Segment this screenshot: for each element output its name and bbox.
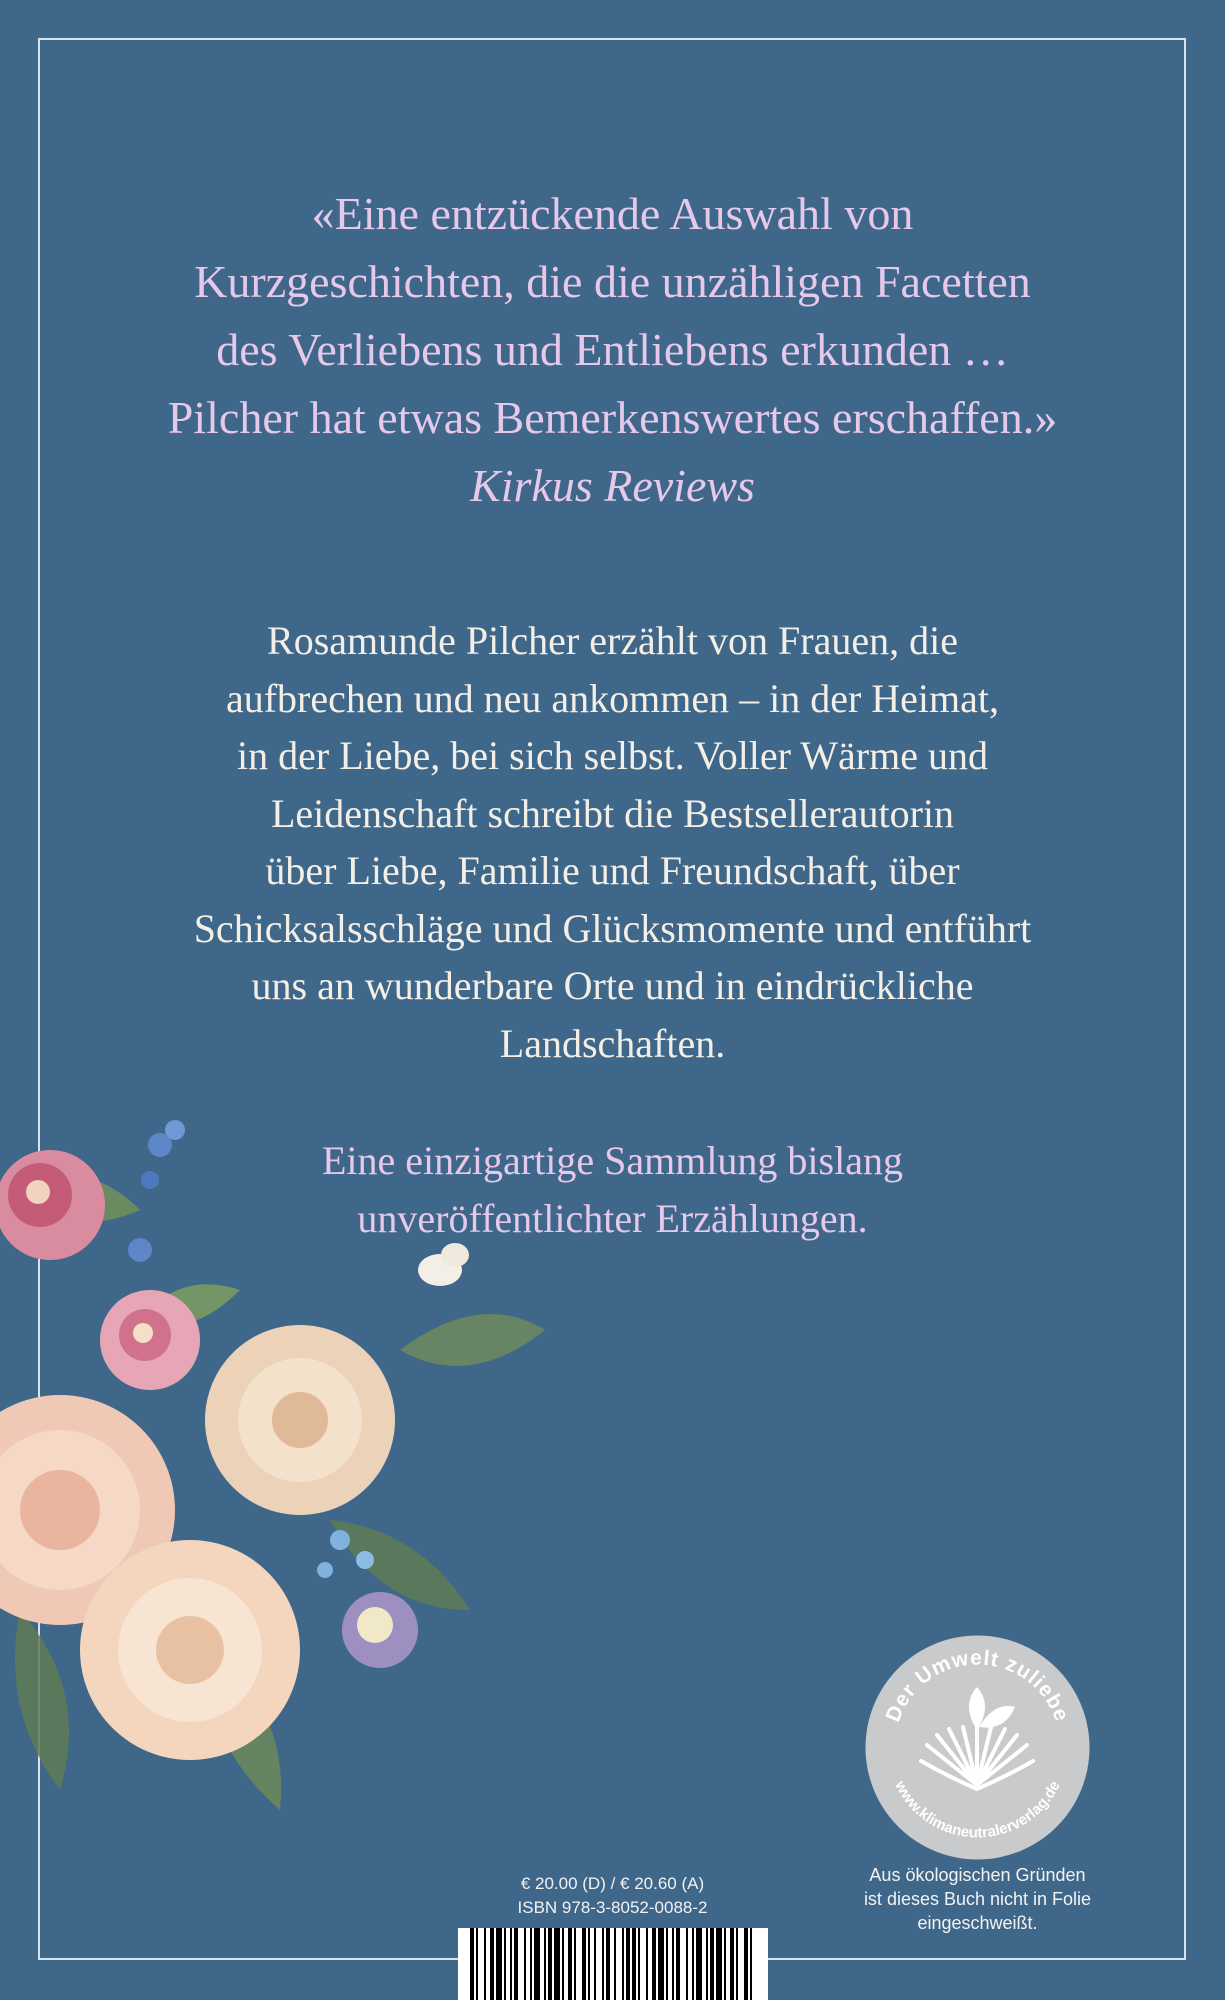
- seal-bottom-text: www.klimaneutralerverlag.de: [891, 1778, 1064, 1842]
- barcode-bar: [514, 1928, 518, 2000]
- barcode-bar: [716, 1928, 722, 2000]
- barcode: [458, 1928, 768, 2000]
- quote-line: «Eine entzückende Auswahl von: [311, 188, 914, 239]
- barcode-bar: [554, 1928, 560, 2000]
- barcode-bar: [496, 1928, 502, 2000]
- barcode-bar: [476, 1928, 478, 2000]
- eco-seal-badge: [865, 1635, 1090, 1860]
- barcode-bar: [638, 1928, 640, 2000]
- price-info: [470, 1872, 755, 1920]
- barcode-bar: [490, 1928, 494, 2000]
- barcode-bar: [574, 1928, 576, 2000]
- book-description: [80, 612, 1145, 1072]
- barcode-bar: [510, 1928, 512, 2000]
- quote-line: des Verliebens und Entliebens erkunden …: [216, 324, 1009, 375]
- barcode-bar: [582, 1928, 586, 2000]
- barcode-bar: [534, 1928, 540, 2000]
- butterfly-icon: [418, 1243, 469, 1286]
- barcode-bar: [470, 1928, 474, 2000]
- barcode-bar: [750, 1928, 752, 2000]
- barcode-bar: [652, 1928, 656, 2000]
- price-text: € 20.00 (D) / € 20.60 (A): [520, 1874, 705, 1893]
- barcode-bar: [710, 1928, 714, 2000]
- barcode-bar: [646, 1928, 648, 2000]
- eco-note-line: eingeschweißt.: [917, 1913, 1038, 1933]
- barcode-bar: [744, 1928, 748, 2000]
- tagline-line: unveröffentlichter Erzählungen.: [357, 1195, 868, 1241]
- eco-note-line: Aus ökologischen Gründen: [869, 1865, 1086, 1885]
- purple-flower-icon: [342, 1592, 418, 1668]
- barcode-bar: [622, 1928, 624, 2000]
- pink-flower-icon: [0, 1150, 200, 1390]
- barcode-bar: [706, 1928, 708, 2000]
- barcode-bar: [724, 1928, 726, 2000]
- barcode-bar: [588, 1928, 590, 2000]
- barcode-bar: [530, 1928, 532, 2000]
- barcode-bar: [676, 1928, 680, 2000]
- description-line: Landschaften.: [499, 1020, 726, 1066]
- quote-line: Pilcher hat etwas Bemerkenswertes erschaffen.»: [167, 392, 1058, 443]
- barcode-bar: [730, 1928, 734, 2000]
- barcode-bar: [696, 1928, 702, 2000]
- barcode-bar: [686, 1928, 688, 2000]
- quote-source: Kirkus Reviews: [470, 460, 755, 511]
- description-line: Leidenschaft schreibt die Bestsellerautorin: [270, 790, 955, 836]
- barcode-bar: [484, 1928, 486, 2000]
- barcode-bar: [626, 1928, 630, 2000]
- barcode-bar: [602, 1928, 604, 2000]
- seal-top-text: Der Umwelt zuliebe: [881, 1646, 1074, 1726]
- barcode-bar: [658, 1928, 664, 2000]
- barcode-bar: [672, 1928, 674, 2000]
- barcode-bar: [606, 1928, 610, 2000]
- description-line: Schicksalsschläge und Glücksmomente und entführt: [193, 905, 1032, 951]
- barcode-bar: [504, 1928, 506, 2000]
- barcode-bar: [562, 1928, 564, 2000]
- barcode-bar: [568, 1928, 572, 2000]
- description-line: über Liebe, Familie und Freundschaft, über: [265, 848, 960, 893]
- barcode-bar: [614, 1928, 616, 2000]
- isbn-text: ISBN 978-3-8052-0088-2: [517, 1898, 708, 1917]
- flower-bouquet-illustration: [0, 1090, 560, 1850]
- eco-note: [840, 1863, 1115, 1935]
- barcode-bar: [666, 1928, 668, 2000]
- barcode-bar: [594, 1928, 596, 2000]
- description-line: in der Liebe, bei sich selbst. Voller Wärme und: [237, 733, 988, 778]
- description-line: uns an wunderbare Orte und in eindrückliche: [251, 963, 974, 1008]
- review-quote: [80, 180, 1145, 520]
- quote-line: Kurzgeschichten, die die unzähligen Facetten: [194, 256, 1031, 307]
- eco-note-line: ist dieses Buch nicht in Folie: [863, 1889, 1092, 1909]
- barcode-bar: [544, 1928, 546, 2000]
- description-line: Rosamunde Pilcher erzählt von Frauen, die: [267, 618, 958, 663]
- barcode-bar: [524, 1928, 526, 2000]
- barcode-bar: [736, 1928, 738, 2000]
- description-line: aufbrechen und neu ankommen – in der Heimat,: [225, 675, 1000, 721]
- barcode-bar: [548, 1928, 552, 2000]
- barcode-bar: [632, 1928, 636, 2000]
- tagline-line: Eine einzigartige Sammlung bislang: [322, 1138, 903, 1183]
- barcode-bar: [692, 1928, 694, 2000]
